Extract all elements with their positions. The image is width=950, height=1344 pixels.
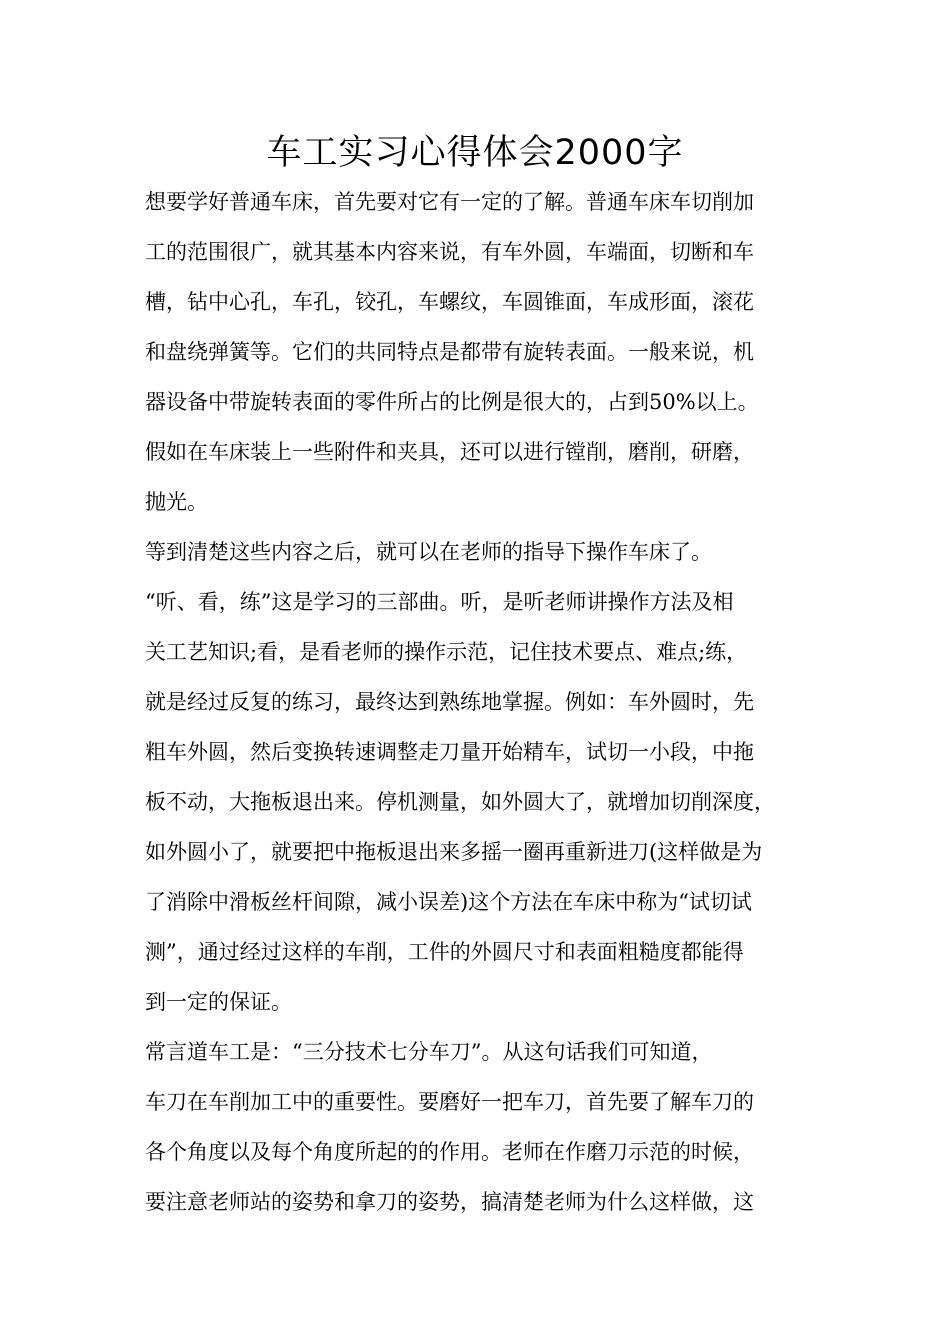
- paragraph-operation-practice: 等到清楚这些内容之后，就可以在老师的指导下操作车床了。 “听、看，练”这是学习的三部曲。听，是听老师讲操作方法及相 关工艺知识;看，是看老师的操作示范，记住技术要点、难点;练， 就是经过反复的练习，最终达到熟练地掌握。例如：车外圆时，先 粗车外圆，然后变换转速调整走刀量开始精车，试切一小段，中拖 板不动，大拖板退出来。停机测量，如外圆大了，就增加切削深度， 如外圆小了，就要把中拖板退出来多摇一圈再重新进刀(这样做是为 了消除中滑板丝杆间隙，减小误差)这个方法在车床中称为“试切试 测”，通过经过这样的车削，工件的外圆尺寸和表面粗糙度都能得 到一定的保证。: [145, 540, 775, 1014]
- document-title: 车工实习心得体会2000字: [266, 133, 684, 173]
- document-body: [145, 177, 825, 1227]
- paragraph-lathe-intro: 想要学好普通车床，首先要对它有一定的了解。普通车床车切削加 工的范围很广，就其基本内容来说，有车外圆，车端面，切断和车 槽，钻中心孔，车孔，铰孔，车螺纹，车圆锥面，车成形面，滚花 和盘绕弹簧等。它们的共同特点是都带有旋转表面。一般来说，机 器设备中带旋转表面的零件所占的比例是很大的，占到50%以上。 假如在车床装上一些附件和夹具，还可以进行镗削，磨削，研磨， 抛光。: [145, 190, 759, 514]
- paragraph-turning-tool: 常言道车工是：“三分技术七分车刀”。从这句话我们可知道， 车刀在车削加工中的重要性。要磨好一把车刀，首先要了解车刀的 各个角度以及每个角度所起的的作用。老师在作磨刀示范的时候， 要注意老师站的姿势和拿刀的姿势，搞清楚老师为什么这样做，这: [145, 1040, 754, 1214]
